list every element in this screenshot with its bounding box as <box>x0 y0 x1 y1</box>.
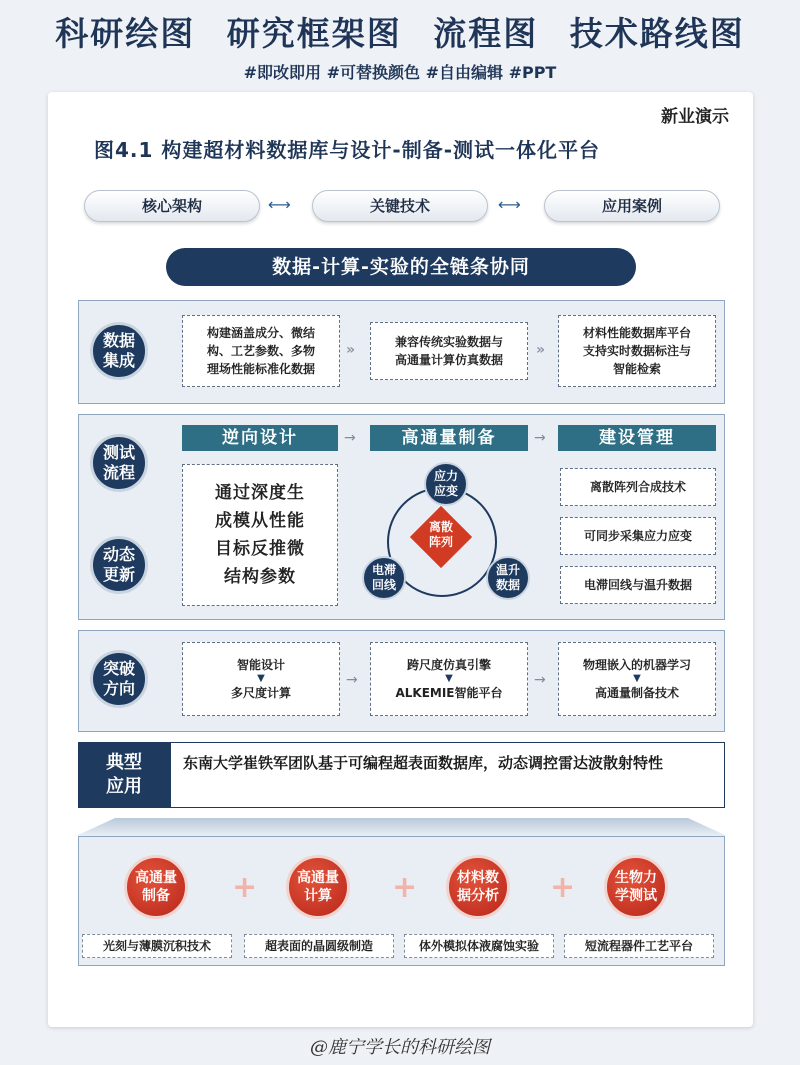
breakthrough-bottom-1: 多尺度计算 <box>230 686 291 700</box>
pill-key-technology: 关键技术 <box>312 190 488 222</box>
breakthrough-group-2 <box>370 642 528 716</box>
figure-title: 图4.1 构建超材料数据库与设计-制备-测试一体化平台 <box>94 138 600 162</box>
chevron-right-icon: » <box>346 342 356 358</box>
case-caption-2: 超表面的晶圆级制造 <box>244 934 394 958</box>
case-circle-2: 高通量 计算 <box>286 855 350 919</box>
integration-box-2: 兼容传统实验数据与 高通量计算仿真数据 <box>370 322 528 380</box>
node-temperature-rise: 温升 数据 <box>486 556 530 600</box>
case-circle-1: 高通量 制备 <box>124 855 188 919</box>
main-band: 数据-计算-实验的全链条协同 <box>166 248 636 286</box>
header-construction-management: 建设管理 <box>558 425 716 451</box>
breakthrough-bottom-2: ALKEMIE智能平台 <box>395 686 503 700</box>
arrow-right-icon: → <box>534 430 546 446</box>
section-connector <box>76 818 727 836</box>
pill-application-cases: 应用案例 <box>544 190 720 222</box>
case-circle-3: 材料数 据分析 <box>446 855 510 919</box>
integration-box-3: 材料性能数据库平台 支持实时数据标注与 智能检索 <box>558 315 716 387</box>
label-dynamic-update: 动态 更新 <box>90 536 148 594</box>
breakthrough-group-1 <box>182 642 340 716</box>
double-arrow-icon: ⟷ <box>498 195 521 214</box>
node-hysteresis-loop: 电滞 回线 <box>362 556 406 600</box>
banner-subtitle: #即改即用 #可替换颜色 #自由编辑 #PPT <box>243 63 557 82</box>
label-data-integration: 数据 集成 <box>90 322 148 380</box>
arrow-down-icon: ▼ <box>257 673 265 684</box>
management-item-3: 电滞回线与温升数据 <box>560 566 716 604</box>
breakthrough-top-1: 智能设计 <box>236 658 285 672</box>
integration-box-1: 构建涵盖成分、微结 构、工艺参数、多物 理场性能标准化数据 <box>182 315 340 387</box>
plus-icon: + <box>550 870 576 905</box>
inverse-design-text: 通过深度生 成模从性能 目标反推微 结构参数 <box>182 464 338 606</box>
arrow-down-icon: ▼ <box>445 673 453 684</box>
case-circle-4: 生物力 学测试 <box>604 855 668 919</box>
breakthrough-top-3: 物理嵌入的机器学习 <box>582 658 691 672</box>
application-text: 东南大学崔铁军团队基于可编程超表面数据库，动态调控雷达波散射特性 <box>170 742 725 808</box>
breakthrough-bottom-3: 高通量制备技术 <box>594 686 679 700</box>
double-arrow-icon: ⟷ <box>268 195 291 214</box>
plus-icon: + <box>392 870 418 905</box>
brand-label: 新业演示 <box>661 107 729 127</box>
plus-icon: + <box>232 870 258 905</box>
label-breakthrough: 突破 方向 <box>90 650 148 708</box>
center-discrete-array: 离散 阵列 <box>428 520 453 549</box>
breakthrough-group-3 <box>558 642 716 716</box>
application-label: 典型 应用 <box>78 742 170 808</box>
case-caption-4: 短流程器件工艺平台 <box>564 934 714 958</box>
banner-title: 科研绘图 研究框架图 流程图 技术路线图 <box>55 14 745 53</box>
header-high-throughput-prep: 高通量制备 <box>370 425 528 451</box>
breakthrough-top-2: 跨尺度仿真引擎 <box>406 658 491 672</box>
footer-credit: @鹿宁学长的科研绘图 <box>310 1037 490 1058</box>
arrow-down-icon: ▼ <box>633 673 641 684</box>
case-caption-3: 体外模拟体液腐蚀实验 <box>404 934 554 958</box>
pill-core-architecture: 核心架构 <box>84 190 260 222</box>
arrow-right-icon: → <box>344 430 356 446</box>
arrow-right-icon: → <box>534 672 546 688</box>
node-stress-strain: 应力 应变 <box>424 462 468 506</box>
header-inverse-design: 逆向设计 <box>182 425 338 451</box>
management-item-2: 可同步采集应力应变 <box>560 517 716 555</box>
management-item-1: 离散阵列合成技术 <box>560 468 716 506</box>
label-test-flow: 测试 流程 <box>90 434 148 492</box>
arrow-right-icon: → <box>346 672 358 688</box>
case-caption-1: 光刻与薄膜沉积技术 <box>82 934 232 958</box>
figure-card <box>48 92 753 1027</box>
chevron-right-icon: » <box>536 342 546 358</box>
